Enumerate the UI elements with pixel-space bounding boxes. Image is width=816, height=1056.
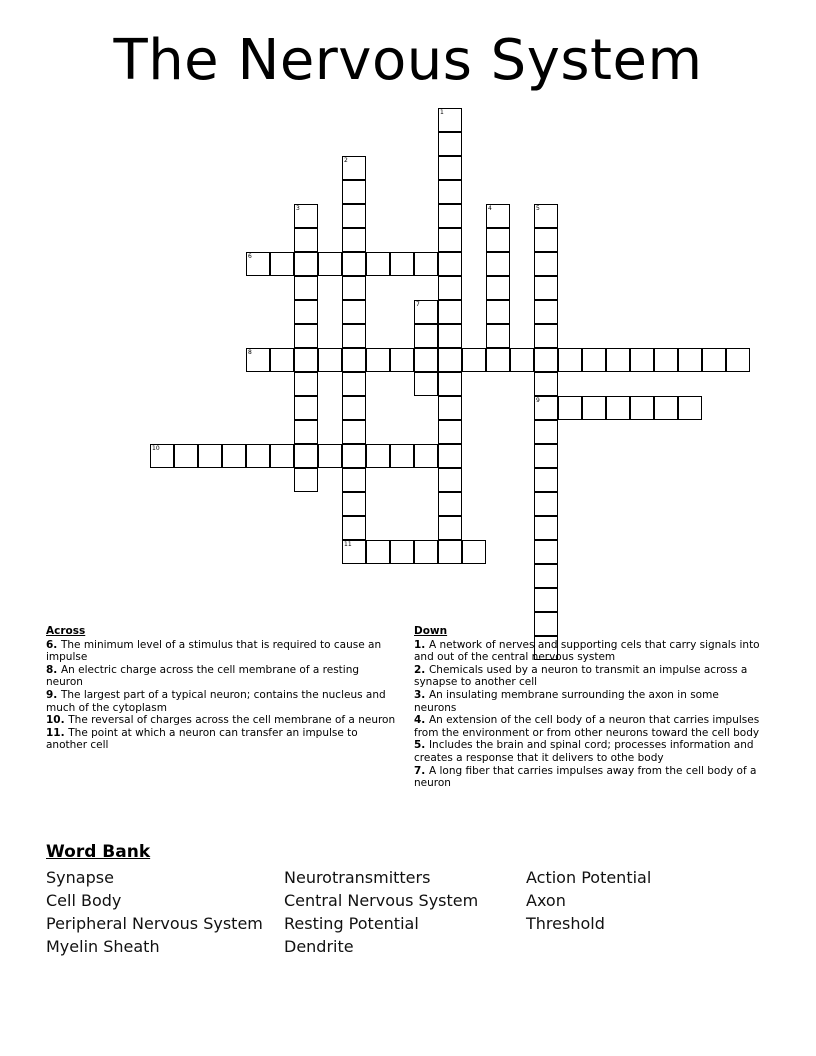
crossword-cell[interactable]	[342, 300, 366, 324]
crossword-cell[interactable]	[462, 348, 486, 372]
down-clues	[414, 625, 764, 790]
crossword-cell[interactable]	[486, 252, 510, 276]
crossword-cell[interactable]	[582, 348, 606, 372]
crossword-cell[interactable]	[534, 348, 558, 372]
crossword-cell[interactable]	[174, 444, 198, 468]
word-bank-item: Neurotransmitters	[284, 868, 431, 887]
crossword-cell[interactable]	[150, 444, 174, 468]
crossword-cell[interactable]	[294, 204, 318, 228]
crossword-cell[interactable]	[342, 420, 366, 444]
crossword-cell[interactable]	[270, 444, 294, 468]
cell-number: 8	[248, 349, 252, 356]
clue-down-7: 7. A long fiber that carries impulses away from the cell body of a neuron	[414, 764, 757, 790]
word-bank-item: Threshold	[526, 914, 605, 933]
cell-number: 4	[488, 205, 492, 212]
crossword-cell[interactable]	[678, 348, 702, 372]
crossword-cell[interactable]	[438, 492, 462, 516]
crossword-cell[interactable]	[342, 372, 366, 396]
word-bank-item: Cell Body	[46, 891, 122, 910]
cell-number: 9	[536, 397, 540, 404]
crossword-cell[interactable]	[534, 228, 558, 252]
crossword-cell[interactable]	[534, 468, 558, 492]
crossword-cell[interactable]	[342, 492, 366, 516]
across-clues	[46, 625, 396, 752]
crossword-cell[interactable]	[246, 444, 270, 468]
crossword-cell[interactable]	[342, 540, 366, 564]
crossword-cell[interactable]	[438, 372, 462, 396]
crossword-cell[interactable]	[534, 540, 558, 564]
word-bank-item: Central Nervous System	[284, 891, 479, 910]
crossword-cell[interactable]	[222, 444, 246, 468]
crossword-cell[interactable]	[342, 204, 366, 228]
crossword-cell[interactable]	[414, 324, 438, 348]
crossword-cell[interactable]	[342, 228, 366, 252]
crossword-cell[interactable]	[270, 348, 294, 372]
crossword-cell[interactable]	[438, 228, 462, 252]
crossword-cell[interactable]	[342, 180, 366, 204]
clue-across-9: 9. The largest part of a typical neuron; contains the nucleus and much of the cytoplasm	[46, 688, 386, 714]
crossword-cell[interactable]	[438, 540, 462, 564]
crossword-cell[interactable]	[390, 540, 414, 564]
crossword-cell[interactable]	[630, 348, 654, 372]
crossword-cell[interactable]	[438, 300, 462, 324]
crossword-cell[interactable]	[678, 396, 702, 420]
word-bank-item: Axon	[526, 891, 566, 910]
crossword-cell[interactable]	[294, 420, 318, 444]
word-bank-item: Peripheral Nervous System	[46, 914, 263, 933]
crossword-cell[interactable]	[294, 348, 318, 372]
crossword-cell[interactable]	[342, 348, 366, 372]
crossword-cell[interactable]	[582, 396, 606, 420]
crossword-cell[interactable]	[342, 444, 366, 468]
crossword-cell[interactable]	[294, 276, 318, 300]
crossword-cell[interactable]	[606, 348, 630, 372]
crossword-cell[interactable]	[294, 468, 318, 492]
crossword-cell[interactable]	[534, 276, 558, 300]
clue-across-11: 11. The point at which a neuron can transfer an impulse to another cell	[46, 726, 358, 752]
cell-number: 2	[344, 157, 348, 164]
crossword-cell[interactable]	[486, 276, 510, 300]
crossword-cell[interactable]	[414, 540, 438, 564]
crossword-cell[interactable]	[702, 348, 726, 372]
cell-number: 11	[344, 541, 352, 548]
word-bank-item	[526, 937, 770, 956]
crossword-cell[interactable]	[438, 180, 462, 204]
crossword-cell[interactable]	[654, 348, 678, 372]
crossword-cell[interactable]	[366, 540, 390, 564]
crossword-cell[interactable]	[438, 516, 462, 540]
crossword-cell[interactable]	[486, 300, 510, 324]
cell-number: 7	[416, 301, 420, 308]
crossword-cell[interactable]	[654, 396, 678, 420]
crossword-cell[interactable]	[390, 444, 414, 468]
crossword-cell[interactable]	[438, 468, 462, 492]
cell-number: 10	[152, 445, 160, 452]
crossword-cell[interactable]	[198, 444, 222, 468]
word-bank-item: Myelin Sheath	[46, 937, 160, 956]
crossword-cell[interactable]	[342, 516, 366, 540]
crossword-cell[interactable]	[294, 252, 318, 276]
crossword-cell[interactable]	[342, 276, 366, 300]
crossword-cell[interactable]	[390, 252, 414, 276]
crossword-cell[interactable]	[534, 492, 558, 516]
crossword-cell[interactable]	[486, 324, 510, 348]
crossword-cell[interactable]	[486, 228, 510, 252]
down-heading: Down	[414, 625, 448, 637]
cell-number: 1	[440, 109, 444, 116]
crossword-cell[interactable]	[726, 348, 750, 372]
cell-number: 5	[536, 205, 540, 212]
word-bank-heading: Word Bank	[46, 842, 151, 862]
crossword-cell[interactable]	[390, 348, 414, 372]
clue-across-6: 6. The minimum level of a stimulus that is required to cause an impulse	[46, 638, 382, 664]
clue-down-2: 2. Chemicals used by a neuron to transmit an impulse across a synapse to another cell	[414, 663, 748, 689]
crossword-cell[interactable]	[438, 132, 462, 156]
word-bank	[46, 842, 770, 956]
crossword-cell[interactable]	[366, 252, 390, 276]
crossword-cell[interactable]	[366, 444, 390, 468]
clue-down-4: 4. An extension of the cell body of a neuron that carries impulses from the environment or from other neurons toward the cell body	[414, 714, 760, 739]
crossword-cell[interactable]	[342, 468, 366, 492]
crossword-cell[interactable]	[414, 252, 438, 276]
crossword-cell[interactable]	[366, 348, 390, 372]
crossword-cell[interactable]	[534, 204, 558, 228]
crossword-cell[interactable]	[414, 372, 438, 396]
word-bank-item: Dendrite	[284, 937, 354, 956]
crossword-cell[interactable]	[438, 444, 462, 468]
crossword-cell[interactable]	[342, 396, 366, 420]
across-heading: Across	[46, 625, 86, 637]
word-bank-list	[46, 868, 770, 956]
clues-section	[46, 625, 770, 825]
crossword-cell[interactable]	[534, 396, 558, 420]
crossword-cell[interactable]	[294, 444, 318, 468]
crossword-cell[interactable]	[438, 204, 462, 228]
crossword-cell[interactable]	[462, 540, 486, 564]
crossword-cell[interactable]	[294, 300, 318, 324]
crossword-cell[interactable]	[414, 348, 438, 372]
crossword-cell[interactable]	[318, 444, 342, 468]
crossword-cell[interactable]	[534, 420, 558, 444]
clue-down-1: 1. A network of nerves and supporting cels that carry signals into and out of the central nervous system	[414, 638, 760, 664]
crossword-cell[interactable]	[438, 396, 462, 420]
crossword-cell[interactable]	[294, 396, 318, 420]
crossword-cell[interactable]	[438, 252, 462, 276]
crossword-cell[interactable]	[318, 252, 342, 276]
crossword-cell[interactable]	[438, 108, 462, 132]
crossword-cell[interactable]	[294, 228, 318, 252]
crossword-cell[interactable]	[414, 300, 438, 324]
cell-number: 3	[296, 205, 300, 212]
crossword-cell[interactable]	[246, 348, 270, 372]
crossword-cell[interactable]	[534, 564, 558, 588]
crossword-cell[interactable]	[246, 252, 270, 276]
clue-down-5: 5. Includes the brain and spinal cord; processes information and creates a response that it delivers to othe body	[414, 739, 754, 764]
crossword-cell[interactable]	[294, 372, 318, 396]
crossword-cell[interactable]	[534, 252, 558, 276]
clue-down-3: 3. An insulating membrane surrounding the axon in some neurons	[414, 688, 719, 714]
page-title: The Nervous System	[113, 28, 703, 93]
crossword-cell[interactable]	[342, 324, 366, 348]
crossword-cell[interactable]	[486, 204, 510, 228]
word-bank-item: Action Potential	[526, 868, 652, 887]
word-bank-item: Resting Potential	[284, 914, 419, 933]
crossword-grid[interactable]	[0, 108, 816, 588]
crossword-cell[interactable]	[534, 324, 558, 348]
word-bank-item: Synapse	[46, 868, 114, 887]
crossword-cell[interactable]	[486, 348, 510, 372]
clue-across-10: 10. The reversal of charges across the cell membrane of a neuron	[46, 714, 396, 727]
clue-across-8: 8. An electric charge across the cell membrane of a resting neuron	[46, 663, 360, 689]
crossword-cell[interactable]	[438, 156, 462, 180]
crossword-cell[interactable]	[606, 396, 630, 420]
crossword-cell[interactable]	[342, 252, 366, 276]
crossword-cell[interactable]	[558, 396, 582, 420]
crossword-cell[interactable]	[438, 324, 462, 348]
crossword-cell[interactable]	[534, 588, 558, 612]
crossword-cell[interactable]	[534, 372, 558, 396]
crossword-cell[interactable]	[534, 444, 558, 468]
crossword-cell[interactable]	[270, 252, 294, 276]
crossword-cell[interactable]	[534, 300, 558, 324]
crossword-cell[interactable]	[294, 324, 318, 348]
crossword-cell[interactable]	[438, 348, 462, 372]
crossword-cell[interactable]	[438, 420, 462, 444]
crossword-cell[interactable]	[438, 276, 462, 300]
crossword-cell[interactable]	[318, 348, 342, 372]
crossword-cell[interactable]	[630, 396, 654, 420]
crossword-cell[interactable]	[534, 516, 558, 540]
cell-number: 6	[248, 253, 252, 260]
crossword-cell[interactable]	[510, 348, 534, 372]
crossword-cell[interactable]	[558, 348, 582, 372]
crossword-cell[interactable]	[414, 444, 438, 468]
crossword-cell[interactable]	[342, 156, 366, 180]
